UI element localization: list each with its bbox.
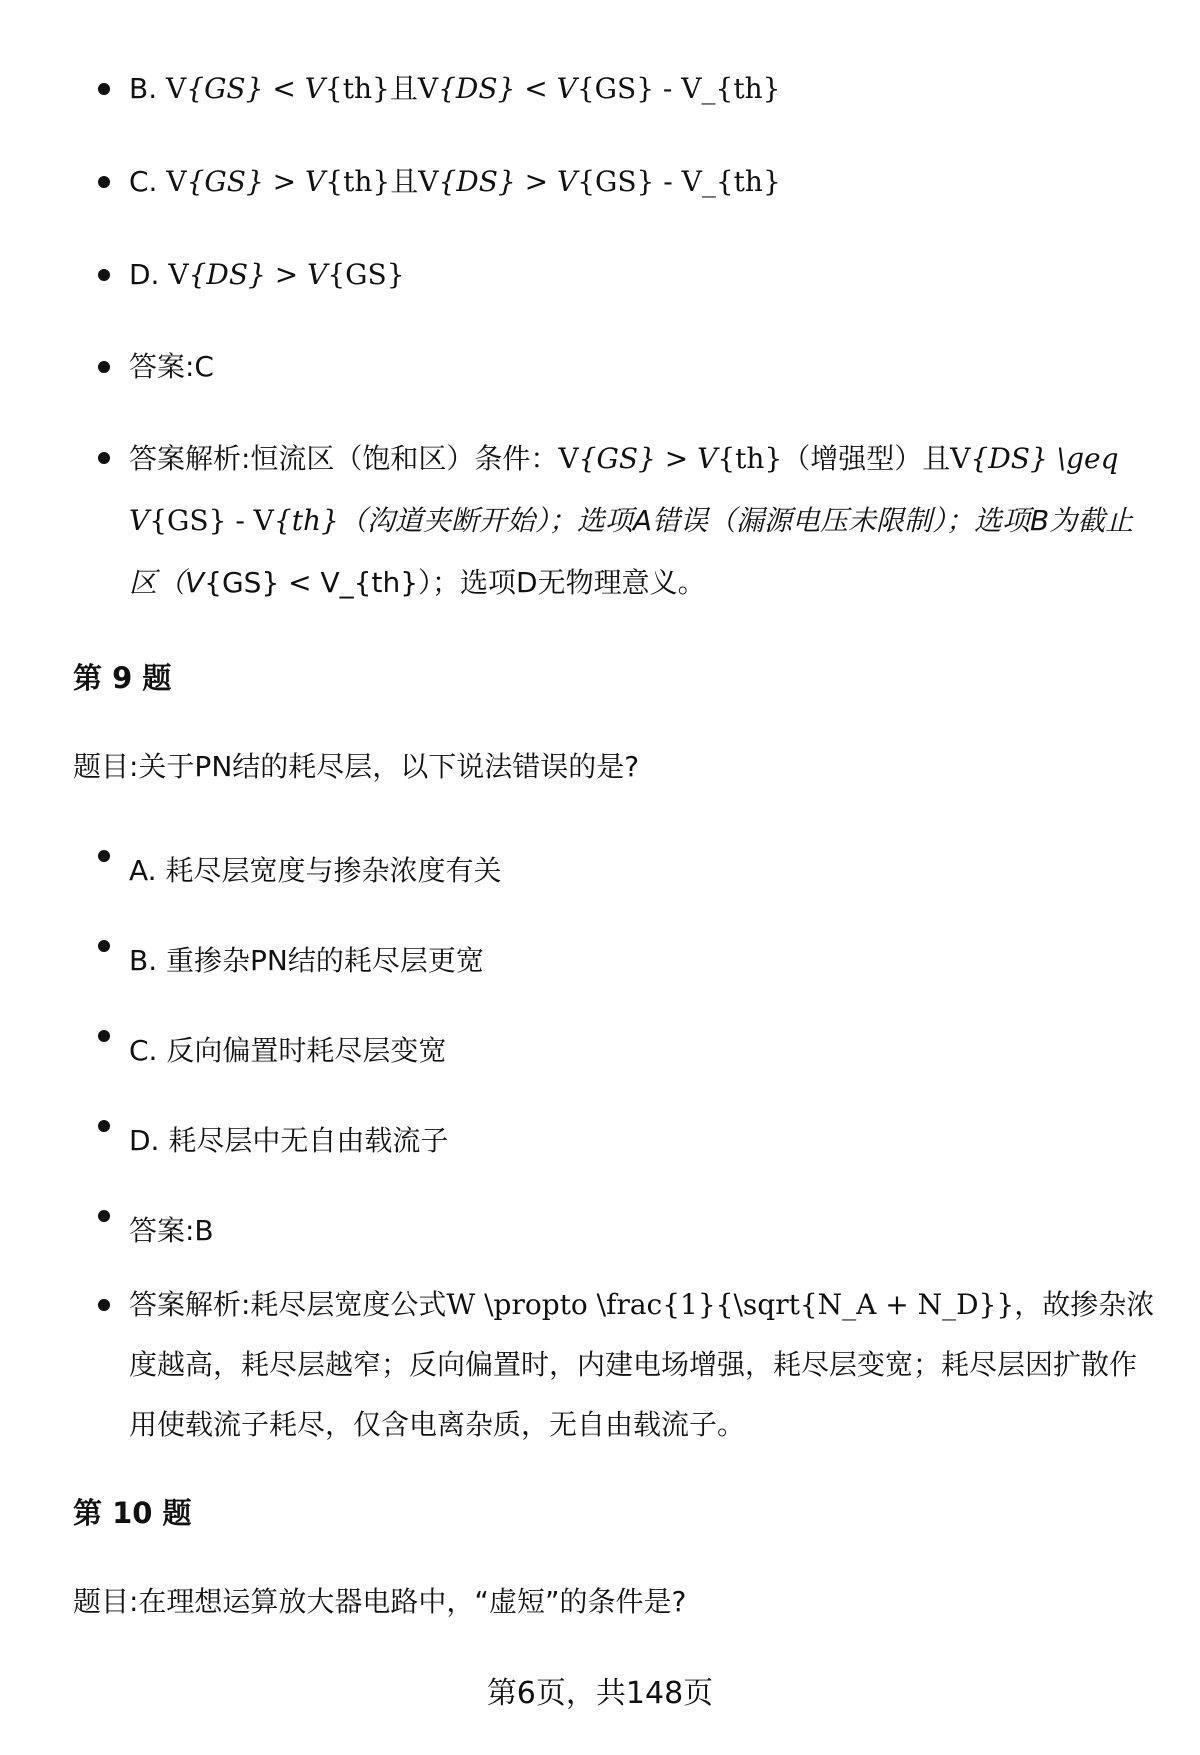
math-italic-text: {th} <box>273 504 339 537</box>
math-text: V <box>417 72 439 105</box>
q8-option-b <box>0 59 1200 119</box>
q9-answer: 答案:B <box>0 1186 1200 1276</box>
math-italic-text: {GS} < V <box>186 72 325 105</box>
q8-answer-list <box>0 337 1200 397</box>
q9-heading: 第 9 题 <box>73 661 172 695</box>
math-text: V <box>558 442 579 475</box>
q9-question: 题目:关于PN结的耗尽层，以下说法错误的是? <box>73 750 640 783</box>
q8-option-d <box>0 245 1200 305</box>
math-text: V <box>168 258 189 291</box>
math-italic-text: {DS} < V <box>438 72 577 105</box>
explanation-text: （增强型）且 <box>782 442 951 475</box>
q9-explanation <box>0 1275 1200 1455</box>
q8-explanation <box>0 428 1200 614</box>
q8-answer: 答案:C <box>0 337 1200 397</box>
q9-options-list <box>0 826 1200 1276</box>
math-italic-text: {DS} > V <box>438 165 578 198</box>
q9-explanation-list <box>0 1275 1200 1455</box>
math-text: V <box>418 165 439 198</box>
q8-option-list-d <box>0 245 1200 305</box>
q8-option-list-c <box>0 152 1200 212</box>
q9-option-d: D. 耗尽层中无自由载流子 <box>0 1096 1200 1186</box>
math-text: V <box>166 165 187 198</box>
q8-option-c <box>0 152 1200 212</box>
math-text: {th} <box>717 442 783 475</box>
math-italic-text: {GS} > V <box>186 165 326 198</box>
explanation-text: ，故掺杂浓度越高，耗尽层越窄；反向偏置时，内建电场增强，耗尽层变宽；耗尽层因扩散作用使载流子耗尽，仅含电离杂质，无自由载流子。 <box>129 1288 1155 1441</box>
math-text: {th} <box>325 165 391 198</box>
math-text: {GS} - V_{th} <box>577 165 781 198</box>
explanation-text: 答案解析:恒流区（饱和区）条件： <box>129 442 559 475</box>
math-text: W \propto \frac{1}{\sqrt{N_A + N_D}} <box>446 1288 1015 1321</box>
explanation-text: 答案解析:耗尽层宽度公式 <box>129 1288 447 1321</box>
option-label: B. <box>129 72 158 105</box>
math-italic-text: {DS} > V <box>188 258 328 291</box>
conjunction-text: 且 <box>390 165 419 198</box>
math-text: {GS} <box>327 258 405 291</box>
math-italic-text: {DS} \geq V <box>129 442 1119 537</box>
math-italic-text: {GS} > V <box>578 442 718 475</box>
q9-option-a: A. 耗尽层宽度与掺杂浓度有关 <box>0 826 1200 916</box>
option-label: D. <box>129 258 160 291</box>
explanation-italic-text: （沟道夹断开始）；选项A错误（漏源电压未限制）；选项B为截止区（V <box>129 504 1134 599</box>
option-label: C. <box>129 165 158 198</box>
conjunction-text: 且 <box>389 72 418 105</box>
math-text: {th} <box>324 72 390 105</box>
math-text: V <box>950 442 971 475</box>
q10-heading: 第 10 题 <box>73 1496 192 1530</box>
q9-option-c: C. 反向偏置时耗尽层变宽 <box>0 1006 1200 1096</box>
math-text: V <box>166 72 187 105</box>
q8-explanation-list <box>0 428 1200 614</box>
q9-option-b: B. 重掺杂PN结的耗尽层更宽 <box>0 916 1200 1006</box>
explanation-text: {GS} < V_{th}）；选项D无物理意义。 <box>204 566 706 599</box>
q8-option-list <box>0 59 1200 119</box>
math-text: {GS} - V_{th} <box>576 72 781 105</box>
math-text: {GS} - V <box>149 504 274 537</box>
q10-question: 题目:在理想运算放大器电路中，“虚短”的条件是? <box>73 1585 687 1618</box>
page-footer: 第6页，共148页 <box>486 1676 714 1711</box>
